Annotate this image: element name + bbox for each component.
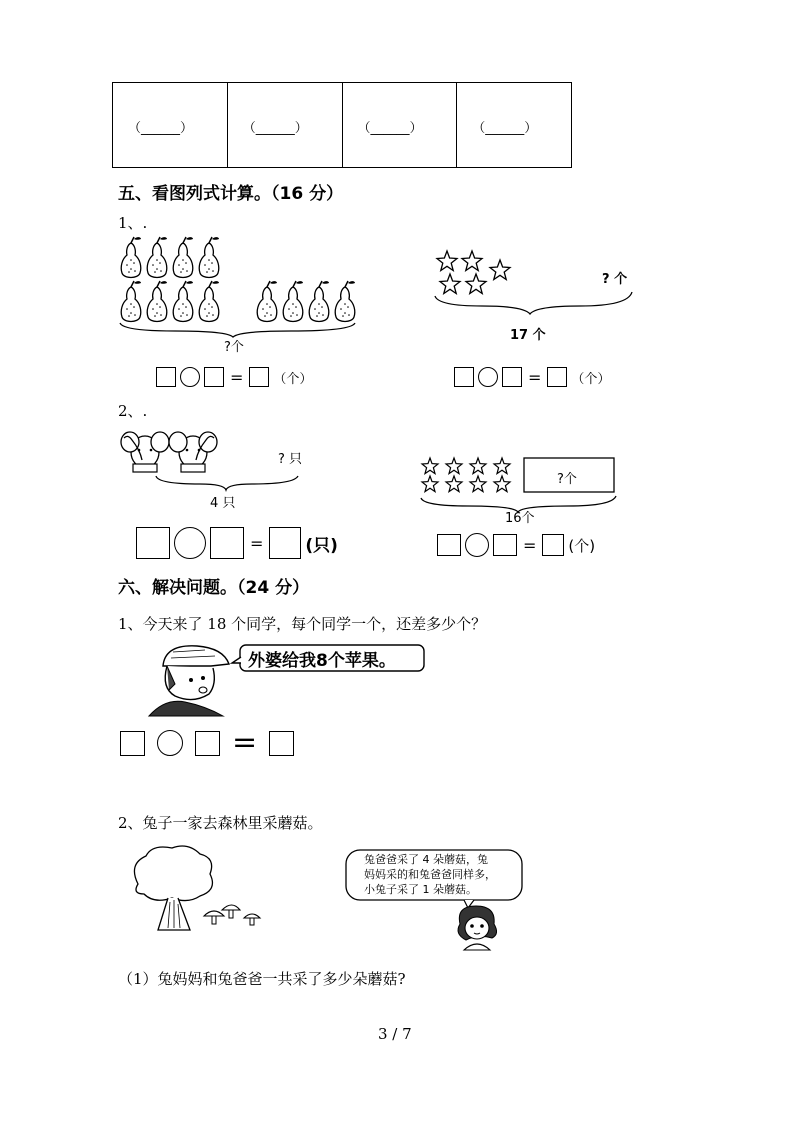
mushroom-icon <box>204 905 260 925</box>
operator-circle[interactable] <box>157 730 183 756</box>
equation-row-1-left <box>156 367 312 387</box>
answer-box[interactable] <box>269 731 294 756</box>
speech-text-2 <box>364 852 496 897</box>
elephant-icon <box>121 432 169 472</box>
answer-cell-1 <box>113 83 228 167</box>
speech-line: 妈妈采的和兔爸爸同样多， <box>364 868 496 881</box>
equals-sign: = <box>232 725 258 760</box>
elephants-question: ? 只 <box>278 452 303 467</box>
equation-row-1-right <box>454 367 610 387</box>
answer-table <box>112 82 572 168</box>
operator-circle[interactable] <box>478 367 498 387</box>
answer-blank[interactable]: （______） <box>472 121 538 136</box>
equation-row-2-right <box>437 533 595 557</box>
equation-row-6-1 <box>120 725 294 760</box>
unit-label: （个） <box>273 371 313 387</box>
stars-box-question: ?个 <box>557 472 577 487</box>
answer-box[interactable] <box>493 534 517 556</box>
stars-question: ? 个 <box>602 272 628 287</box>
equals-sign: = <box>230 367 244 387</box>
answer-box[interactable] <box>542 534 564 556</box>
equals-sign: = <box>523 535 537 555</box>
answer-blank[interactable]: （______） <box>242 121 308 136</box>
answer-box[interactable] <box>269 527 301 559</box>
answer-box[interactable] <box>454 367 474 387</box>
question-6-2-text: 2、兔子一家去森林里采蘑菇。 <box>118 814 323 832</box>
answer-box[interactable] <box>437 534 461 556</box>
answer-box[interactable] <box>210 527 244 559</box>
question-1-label: 1、. <box>118 214 148 232</box>
stars-box-total: 16个 <box>505 511 535 526</box>
answer-blank[interactable]: （______） <box>357 121 423 136</box>
answer-box[interactable] <box>136 527 170 559</box>
equation-row-2-left <box>136 527 338 559</box>
answer-cell-3 <box>343 83 458 167</box>
page-number: 3 / 7 <box>378 1025 412 1043</box>
equals-sign: = <box>250 533 264 553</box>
unit-label: (只) <box>305 535 338 556</box>
answer-blank[interactable]: （______） <box>128 121 194 136</box>
question-6-1-text: 1、今天来了 18 个同学，每个同学一个，还差多少个？ <box>118 615 487 633</box>
girl-illustration <box>450 904 506 952</box>
speech-line: 小兔子采了 1 朵蘑菇。 <box>364 883 477 896</box>
boy-illustration <box>145 640 245 718</box>
answer-box[interactable] <box>195 731 220 756</box>
pears-illustration <box>115 235 365 335</box>
operator-circle[interactable] <box>174 527 206 559</box>
tree-illustration <box>128 844 268 940</box>
section-5-title: 五、看图列式计算。（16 分） <box>118 184 344 204</box>
operator-circle[interactable] <box>465 533 489 557</box>
question-2-label: 2、. <box>118 402 148 420</box>
unit-label: (个) <box>568 536 596 555</box>
speech-line: 兔爸爸采了 4 朵蘑菇，兔 <box>364 853 488 866</box>
answer-box[interactable] <box>502 367 522 387</box>
unit-label: （个） <box>571 371 611 387</box>
speech-text-1: 外婆给我8个苹果。 <box>248 651 396 671</box>
answer-box[interactable] <box>547 367 567 387</box>
section-6-title: 六、解决问题。（24 分） <box>118 578 310 598</box>
answer-box[interactable] <box>249 367 269 387</box>
pears-question: ?个 <box>224 340 244 355</box>
stars-total: 17 个 <box>510 328 546 343</box>
question-6-2-sub-1: （1）兔妈妈和兔爸爸一共采了多少朵蘑菇? <box>118 970 406 988</box>
elephants-total: 4 只 <box>210 496 236 511</box>
answer-box[interactable] <box>120 731 145 756</box>
answer-box[interactable] <box>156 367 176 387</box>
answer-box[interactable] <box>204 367 224 387</box>
operator-circle[interactable] <box>180 367 200 387</box>
equals-sign: = <box>528 367 542 387</box>
answer-cell-4 <box>457 83 571 167</box>
answer-cell-2 <box>228 83 343 167</box>
